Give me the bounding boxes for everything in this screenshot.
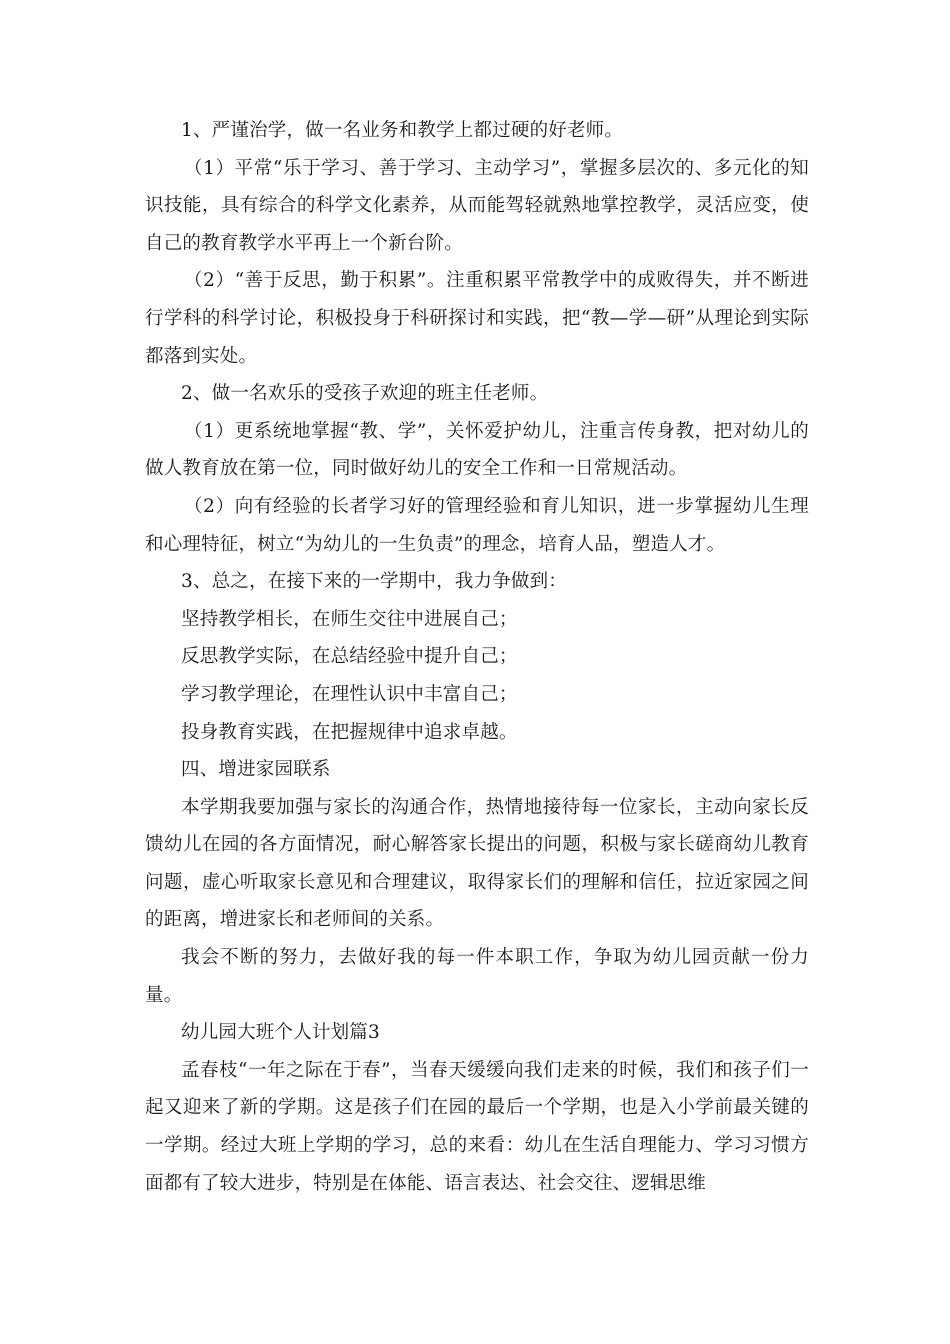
paragraph-6: （2）向有经验的长者学习好的管理经验和育儿知识，进一步掌握幼儿生理和心理特征，树立“为幼儿的一生负责”的理念，培育人品，塑造人才。 (145, 495, 809, 555)
paragraph-10: 学习教学理论，在理性认识中丰富自己； (181, 683, 518, 705)
section-heading: 四、增进家园联系 (181, 759, 331, 781)
paragraph-7: 3、总之，在接下来的一学期中，我力争做到： (181, 571, 567, 593)
paragraph-2: （1）平常“乐于学习、善于学习、主动学习”，掌握多层次的、多元化的知识技能，具有综合的科学文化素养，从而能驾轻就熟地掌控教学，灵活应变，使自己的教育教学水平再上一个新台阶。 (145, 157, 809, 254)
paragraph-1: 1、严谨治学，做一名业务和教学上都过硬的好老师。 (181, 120, 624, 141)
paragraph-16: 孟春枝“一年之际在于春”，当春天缓缓向我们走来的时候，我们和孩子们一起又迎来了新的学期。这是孩子们在园的最后一个学期，也是入小学前最关键的一学期。经过大班上学期的学习，总的来看：幼儿在生活自理能力、学习习惯方面都有了较大进步，特别是在体能、语言表达、社会交往、逻辑思维 (145, 1059, 809, 1194)
paragraph-3: （2）“善于反思，勤于积累”。注重积累平常教学中的成败得失，并不断进行学科的科学讨论，积极投身于科研探讨和实践，把“教—学—研”从理论到实际都落到实处。 (145, 270, 809, 367)
paragraph-4: 2、做一名欢乐的受孩子欢迎的班主任老师。 (181, 383, 549, 405)
article-title: 幼儿园大班个人计划篇3 (181, 1022, 380, 1044)
paragraph-11: 投身教育实践，在把握规律中追求卓越。 (181, 721, 518, 743)
paragraph-5: （1）更系统地掌握“教、学”，关怀爱护幼儿，注重言传身教，把对幼儿的做人教育放在第一位，同时做好幼儿的安全工作和一日常规活动。 (145, 420, 809, 480)
paragraph-8: 坚持教学相长，在师生交往中进展自己； (181, 608, 518, 630)
paragraph-13: 本学期我要加强与家长的沟通合作，热情地接待每一位家长，主动向家长反馈幼儿在园的各方面情况，耐心解答家长提出的问题，积极与家长磋商幼儿教育问题，虚心听取家长意见和合理建议，取得家长们的理解和信任，拉近家园之间的距离，增进家长和老师间的关系。 (145, 796, 809, 931)
document-body (145, 112, 809, 1202)
paragraph-9: 反思教学实际，在总结经验中提升自己； (181, 646, 518, 668)
paragraph-14: 我会不断的努力，去做好我的每一件本职工作，争取为幼儿园贡献一份力量。 (145, 947, 809, 1006)
